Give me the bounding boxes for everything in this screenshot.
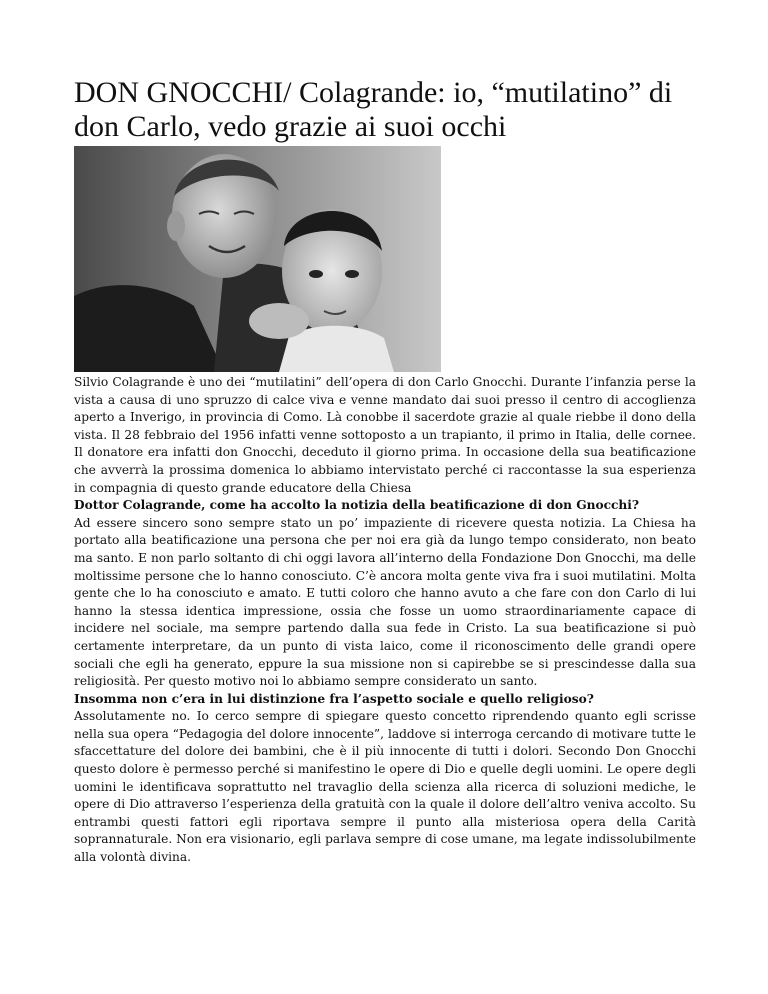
interview-answer: Assolutamente no. Io cerco sempre di spiegare questo concetto riprendendo quanto egli scrisse nella sua opera “Pedagogia del dolore innocente”, laddove si interroga cercando di motivare tutte le sfaccettature del dolore dei bambini, che è il più innocente di tutti i dolori. Secondo Don Gnocchi questo dolore è permesso perché si manifestino le opere di Dio e quelle degli uomini. Le opere degli uomini le identificava soprattutto nel travaglio della scienza alla ricerca di soluzioni mediche, le opere di Dio attraverso l’esperienza della gratuità con la quale il dolore dell’altro veniva accolto. Su entrambi questi fattori egli riportava sempre il punto alla misteriosa opera della Carità soprannaturale. Non era visionario, egli parlava sempre di cose umane, ma legate indissolubilmente alla volontà divina. (74, 709, 696, 865)
intro-paragraph: Silvio Colagrande è uno dei “mutilatini” dell’opera di don Carlo Gnocchi. Durante l’infanzia perse la vista a causa di uno spruzzo di calce viva e venne mandato dai suoi presso il centro di accoglienza aperto a Inverigo, in provincia di Como. Là conobbe il sacerdote grazie al quale riebbe il dono della vista. Il 28 febbraio del 1956 infatti venne sottoposto a un trapianto, il primo in Italia, delle cornee. Il donatore era infatti don Gnocchi, deceduto il giorno prima. In occasione della sua beatificazione che avverrà la prossima domenica lo abbiamo intervistato perché ci raccontasse la sua esperienza in compagnia di questo grande educatore della Chiesa (74, 375, 696, 495)
interview-question: Insomma non c’era in lui distinzione fra l’aspetto sociale e quello religioso? (74, 691, 594, 706)
photo-priest-hugging-child-icon (74, 146, 441, 372)
article-title: DON GNOCCHI/ Colagrande: io, “mutilatino” di don Carlo, vedo grazie ai suoi occhi (74, 76, 673, 143)
article-photo (74, 146, 441, 372)
interview-answer: Ad essere sincero sono sempre stato un po’ impaziente di ricevere questa notizia. La Chiesa ha portato alla beatificazione una persona che per noi era già da lungo tempo considerato, non beato ma santo. E non parlo soltanto di chi oggi lavora all’interno della Fondazione Don Gnocchi, ma delle moltissime persone che lo hanno conosciuto. C’è ancora molta gente viva fra i suoi mutilatini. Molta gente che lo ha conosciuto e amato. E tutti coloro che hanno avuto a che fare con don Carlo di lui hanno la stessa identica impressione, ossia che fosse un uomo straordinariamente capace di incidere nel sociale, ma sempre partendo dalla sua fede in Cristo. La sua beatificazione si può certamente interpretare, da un punto di vista laico, come il riconoscimento delle grandi opere sociali che egli ha generato, eppure la sua missione non si capirebbe se si prescindesse dalla sua religiosità. Per questo motivo noi lo abbiamo sempre considerato un santo. (74, 515, 696, 689)
article-body (74, 374, 696, 867)
interview-question: Dottor Colagrande, come ha accolto la notizia della beatificazione di don Gnocchi? (74, 498, 640, 513)
